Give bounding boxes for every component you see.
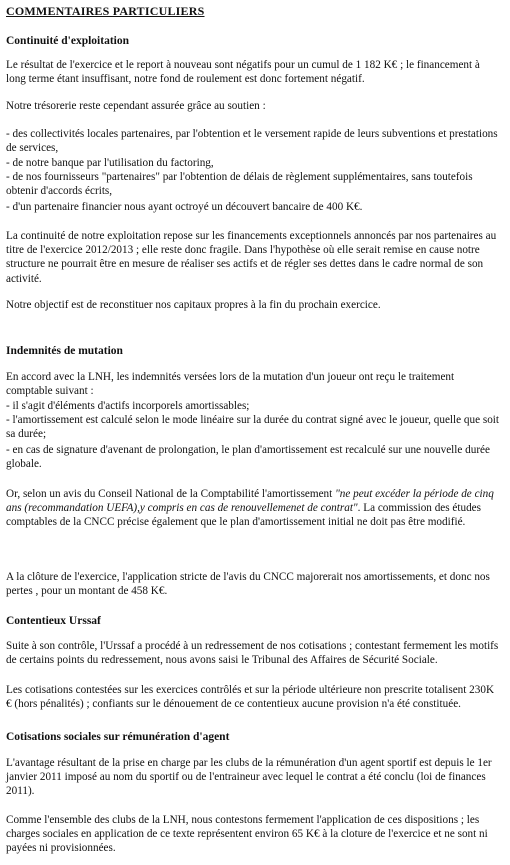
section-heading-continuite: Continuité d'exploitation: [6, 35, 130, 47]
continuite-paragraph-2: Notre trésorerie reste cependant assurée grâce au soutien :: [6, 100, 266, 112]
continuite-bullet-1: - des collectivités locales partenaires, par l'obtention et le versement rapide de leurs subventions et prestations de services,: [6, 128, 498, 155]
document-title: COMMENTAIRES PARTICULIERS: [6, 4, 205, 18]
indemnites-bullet-3: - en cas de signature d'avenant de prolongation, le plan d'amortissement est recalculé sur une nouvelle durée globale.: [6, 444, 490, 471]
indemnites-paragraph-1: En accord avec la LNH, les indemnités versées lors de la mutation d'un joueur ont reçu le traitement comptable suivant :: [6, 371, 455, 398]
urssaf-paragraph-2: Les cotisations contestées sur les exercices contrôlés et sur la période ultérieure non prescrite totalisent 230K € (hors pénalités) ; confiants sur le dénouement de ce contentieux aucune provision n'a été constituée.: [6, 684, 495, 711]
section-heading-indemnites: Indemnités de mutation: [6, 345, 123, 357]
continuite-paragraph-3: La continuité de notre exploitation repose sur les financements exceptionnels annoncés par nos partenaires au titre de l'exercice 2012/2013 ; elle reste donc fragile. Dans l'hypothèse où elle serait remise en cause notre structure ne pourrait être en mesure de réaliser ses actifs et de régler ses dettes dans le cadre normal de son activité.: [6, 230, 497, 285]
continuite-bullet-2: - de notre banque par l'utilisation du factoring,: [6, 157, 214, 169]
continuite-bullet-4: - d'un partenaire financier nous ayant octroyé un découvert bancaire de 400 K€.: [6, 201, 363, 213]
indemnites-bullet-1: - il s'agit d'éléments d'actifs incorporels amortissables;: [6, 400, 250, 412]
agent-paragraph-1: L'avantage résultant de la prise en charge par les clubs de la rémunération d'un agent sportif est depuis le 1er janvier 2011 imposé au nom du sportif ou de l'entraineur avec lequel le contrat a été conclu (loi de finances 2011).: [6, 757, 492, 798]
indemnites-paragraph-3: A la clôture de l'exercice, l'application stricte de l'avis du CNCC majorerait nos amortissements, et donc nos pertes , pour un montant de 458 K€.: [6, 571, 490, 598]
indemnites-quote: "ne peut excéder la période de cinq ans (recommandation UEFA),y compris en cas de renouvellemenet de contrat": [6, 488, 494, 515]
continuite-paragraph-1: Le résultat de l'exercice et le report à nouveau sont négatifs pour un cumul de 1 182 K€ ; le financement à long terme étant insuffisant, notre fond de roulement est donc fortement négatif.: [6, 59, 480, 86]
urssaf-paragraph-1: Suite à son contrôle, l'Urssaf a procédé à un redressement de nos cotisations ; contestant fermement les motifs de certains points du redressement, nous avons saisi le Tribunal des Affaires de Sécurité Sociale.: [6, 640, 499, 667]
indemnites-paragraph-2-start: Or, selon un avis du Conseil National de la Comptabilité l'amortissement: [6, 488, 336, 500]
agent-paragraph-2: Comme l'ensemble des clubs de la LNH, nous contestons fermement l'application de ces dispositions ; les charges sociales en application de ce texte représentent environ 65 K€ à la cloture de l'exercice et ne sont ni payées ni provisionnées.: [6, 814, 488, 855]
indemnites-bullet-2: - l'amortissement est calculé selon le mode linéaire sur la durée du contrat signé avec le joueur, quelle que soit sa durée;: [6, 414, 500, 441]
section-heading-urssaf: Contentieux Urssaf: [6, 615, 101, 627]
indemnites-paragraph-2: [6, 487, 502, 530]
continuite-bullet-3: - de nos fournisseurs "partenaires" par l'obtention de délais de règlement supplémentaires, sans toutefois obtenir d'accords écrits,: [6, 171, 473, 198]
indemnites-paragraph-2-end: . La commission des études comptables de la CNCC précise également que le plan d'amortissement initial ne doit pas être modifié.: [6, 502, 481, 529]
section-heading-agent: Cotisations sociales sur rémunération d'agent: [6, 731, 230, 743]
continuite-paragraph-4: Notre objectif est de reconstituer nos capitaux propres à la fin du prochain exercice.: [6, 299, 381, 311]
